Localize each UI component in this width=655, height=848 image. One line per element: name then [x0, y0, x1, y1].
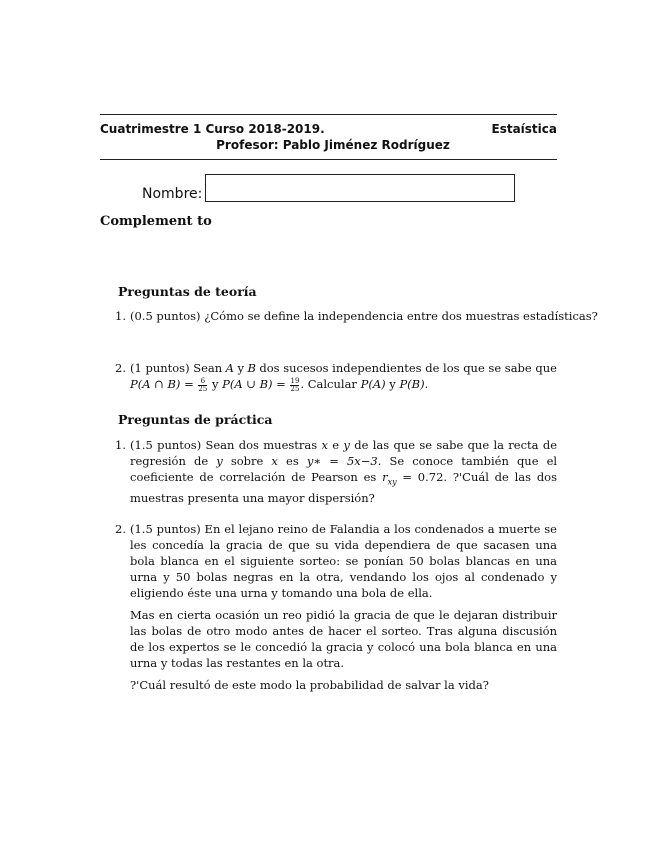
theory-question-1 — [115, 308, 598, 324]
top-rule — [100, 114, 557, 115]
question-number: 1. — [115, 309, 126, 323]
bottom-rule — [100, 159, 557, 160]
theory-question-2 — [115, 360, 557, 393]
question-text: (0.5 puntos) ¿Cómo se define la independencia entre dos muestras estadísticas? — [130, 309, 598, 323]
paragraph-3: ?'Cuál resultó de este modo la probabilidad de salvar la vida? — [130, 678, 489, 692]
course-label: Cuatrimestre 1 Curso 2018-2019. — [100, 122, 325, 136]
complement-heading: Complement to — [100, 214, 212, 229]
theory-heading: Preguntas de teoría — [118, 284, 257, 299]
paragraph-2: Mas en cierta ocasión un reo pidió la gracia de que le dejaran distribuir las bolas de otro modo antes de hacer el sorteo. Tras alguna discusión de los expertos se le concedió la gracia y colocó una bola blanca en una urna y todas las restantes en la otra. — [130, 608, 557, 670]
question-number: 1. — [115, 438, 126, 452]
fraction-19-25: $\frac{19}{25}$ — [290, 376, 300, 393]
question-number: 2. — [115, 522, 126, 536]
practice-question-2 — [115, 521, 557, 699]
name-field[interactable] — [205, 174, 515, 202]
question-text — [130, 521, 557, 693]
practice-question-1 — [115, 437, 557, 506]
paragraph-1: (1.5 puntos) En el lejano reino de Falandia a los condenados a muerte se les concedía la gracia de que su vida dependiera de que sacasen una bola blanca en el siguiente sorteo: se ponían 50 bolas blancas en una urna y 50 bolas negras en la otra, vendando los ojos al condenado y eligiendo éste una urna y tomando una bola de ella. — [130, 522, 557, 600]
question-number: 2. — [115, 361, 126, 375]
fraction-6-25: $\frac{6}{25}$ — [198, 376, 208, 393]
question-text: (1 puntos) Sean A y B dos sucesos independientes de los que se sabe que P(A ∩ B) = $\frac{6}{25}$ y P(A ∪ B) = $\frac{19}{25}$ . Calcular P(A) y P(B). — [130, 361, 557, 393]
practice-heading: Preguntas de práctica — [118, 412, 273, 427]
subject-label: Estaística — [491, 122, 557, 136]
name-label: Nombre: — [142, 186, 203, 202]
question-text: (1.5 puntos) Sean dos muestras x e y de las que se sabe que la recta de regresión de y sobre x es y∗ = 5x−3. Se conoce también que el coeficiente de correlación de Pearson es $r_{xy} = 0.72$. ?'Cuál de las dos muestras presenta una mayor dispersión? — [130, 438, 558, 506]
professor-label: Profesor: Pablo Jiménez Rodríguez — [216, 138, 450, 152]
